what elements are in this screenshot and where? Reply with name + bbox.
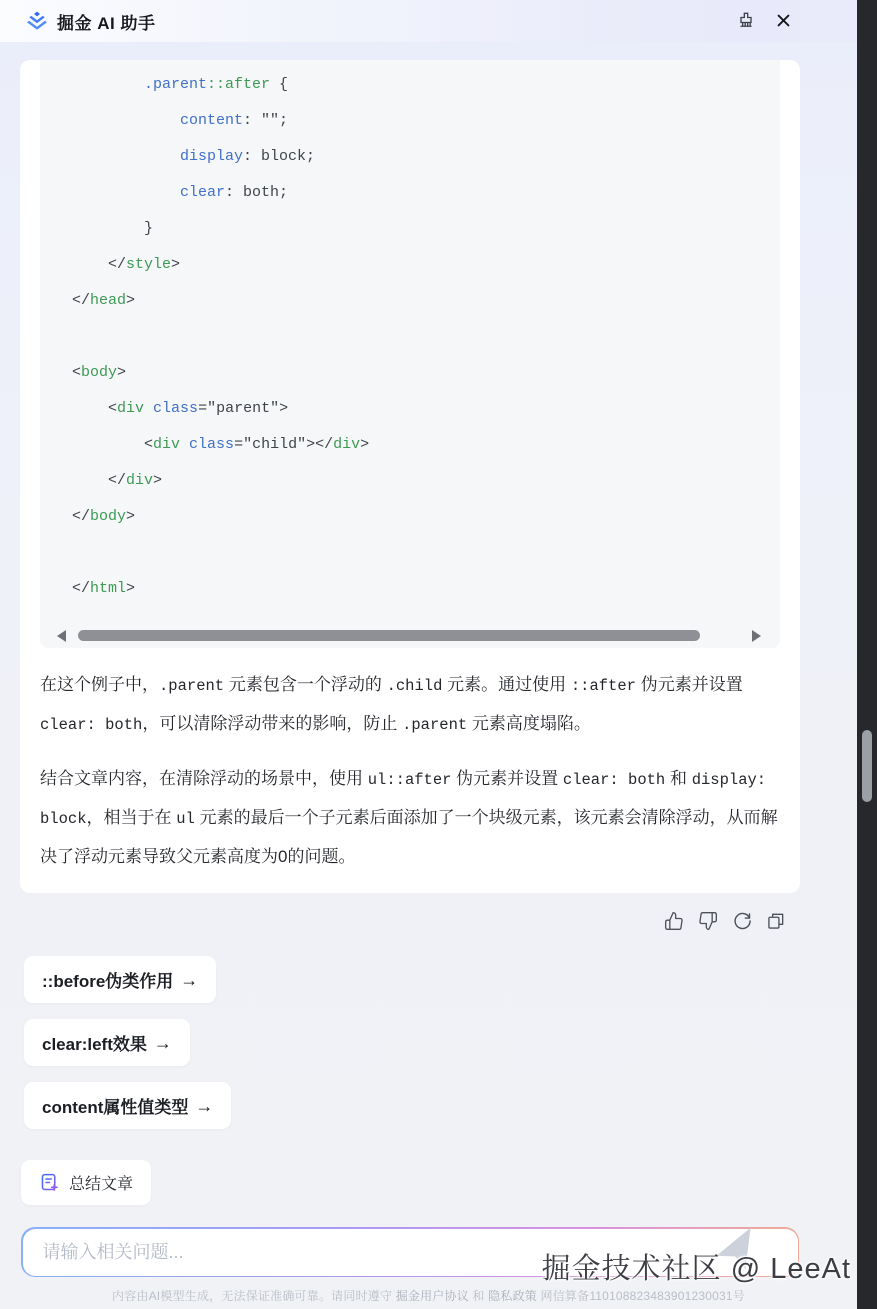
suggestion-label: ::before伪类作用	[42, 972, 174, 991]
summarize-label: 总结文章	[69, 1176, 134, 1193]
answer-paragraph: 在这个例子中，.parent 元素包含一个浮动的 .child 元素。通过使用 ::after 伪元素并设置 clear: both，可以清除浮动带来的影响，防止 .parent 元素高度塌陷。	[40, 675, 743, 734]
page-scrollbar-thumb[interactable]	[862, 730, 872, 802]
user-agreement-link[interactable]: 掘金用户协议	[395, 1289, 469, 1303]
arrow-right-icon: →	[180, 969, 199, 990]
thumbs-up-icon[interactable]	[662, 908, 686, 934]
answer-paragraph: 结合文章内容，在清除浮动的场景中，使用 ul::after 伪元素并设置 clear: both 和 display: block，相当于在 ul 元素的最后一个子元素后面添加了一个块级元素，该元素会清除浮动，从而解决了浮动元素导致父元素高度为0的问题。	[40, 769, 778, 866]
privacy-policy-link[interactable]: 隐私政策	[488, 1289, 537, 1303]
disclaimer-text: 内容由AI模型生成，无法保证准确可靠。请同时遵守	[112, 1289, 396, 1303]
message-actions	[662, 908, 788, 934]
and-text: 和	[468, 1289, 489, 1303]
panel-header	[0, 0, 857, 42]
arrow-right-icon: →	[195, 1095, 214, 1116]
copy-icon[interactable]	[764, 908, 788, 934]
code-content: .parent::after { content: ""; display: block; clear: both; } </style> </head> <body> <div class="parent"> <div class="child"></div> </div> </body> </html>	[72, 76, 370, 597]
code-block	[40, 60, 780, 648]
suggestion-label: clear:left效果	[42, 1035, 147, 1054]
watermark	[542, 1246, 851, 1287]
suggestion-list	[24, 956, 231, 1129]
juejin-logo-icon	[25, 9, 49, 33]
page-scrollbar-track[interactable]	[857, 0, 877, 1309]
scroll-right-arrow-icon[interactable]	[752, 630, 761, 642]
scrollbar-thumb[interactable]	[78, 630, 700, 641]
close-icon[interactable]	[772, 9, 794, 31]
panel-title: 掘金 AI 助手	[57, 13, 156, 33]
beian-number: 网信算备110108823483901230031号	[536, 1289, 745, 1303]
clear-chat-button[interactable]	[735, 9, 757, 31]
suggestion-button[interactable]	[24, 956, 216, 1003]
footer-disclaimer	[0, 1287, 857, 1304]
summarize-doc-icon	[39, 1172, 60, 1193]
arrow-right-icon: →	[153, 1032, 172, 1053]
scroll-left-arrow-icon[interactable]	[57, 630, 66, 642]
summarize-article-button[interactable]	[21, 1160, 151, 1205]
watermark-text: 掘金技术社区 @ LeeAt	[541, 1253, 851, 1285]
suggestion-label: content属性值类型	[42, 1098, 189, 1117]
assistant-message	[20, 60, 800, 893]
answer-paragraphs	[40, 666, 784, 891]
suggestion-button[interactable]	[24, 1019, 190, 1066]
suggestion-button[interactable]	[24, 1082, 231, 1129]
thumbs-down-icon[interactable]	[696, 908, 720, 934]
code-horizontal-scrollbar[interactable]	[40, 627, 780, 645]
regenerate-icon[interactable]	[730, 908, 754, 934]
